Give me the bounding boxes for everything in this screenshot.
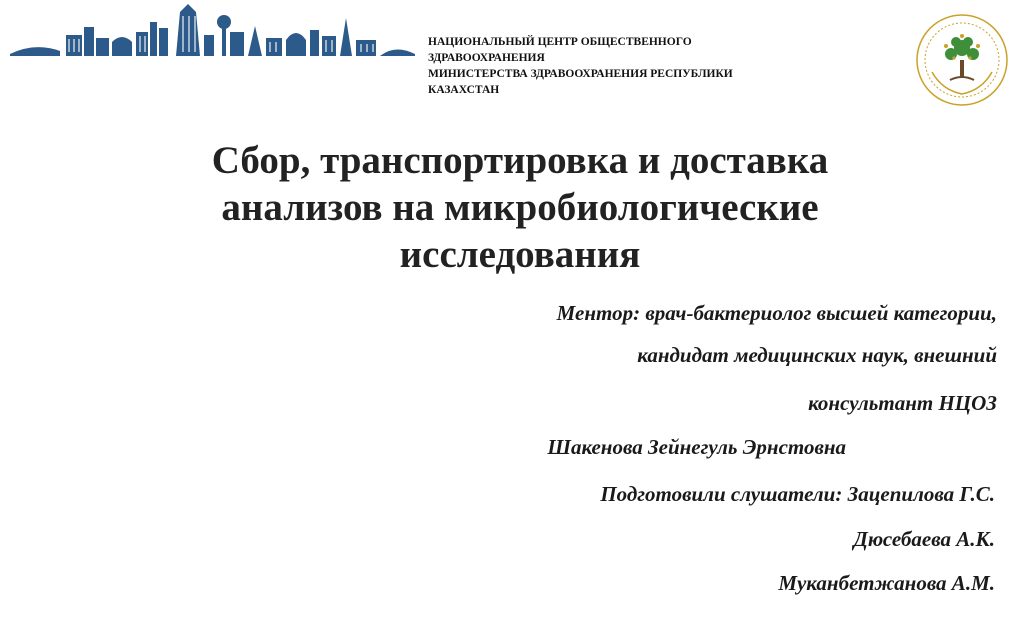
student-name: Дюсебаева А.К. xyxy=(853,527,995,551)
mentor-name: Шакенова Зейнегуль Эрнстовна xyxy=(547,435,846,459)
mentor-line-2: кандидат медицинских наук, внешний xyxy=(637,343,997,367)
prepared-by-line: Подготовили слушатели: Зацепилова Г.С. xyxy=(600,482,995,506)
title-line: исследования xyxy=(399,233,641,276)
student-name: Муканбетжанова А.М. xyxy=(778,571,995,595)
org-line: НАЦИОНАЛЬНЫЙ ЦЕНТР ОБЩЕСТВЕННОГО xyxy=(428,36,692,48)
org-line: МИНИСТЕРСТВА ЗДРАВООХРАНЕНИЯ РЕСПУБЛИКИ xyxy=(428,68,733,80)
mentor-line-3: консультант НЦОЗ xyxy=(808,391,997,415)
organization-name xyxy=(428,34,868,98)
org-line: КАЗАХСТАН xyxy=(428,84,500,96)
org-line: ЗДРАВООХРАНЕНИЯ xyxy=(428,52,545,64)
tree-emblem-icon xyxy=(914,12,1010,108)
city-skyline-icon xyxy=(10,2,415,58)
mentor-line-1: Ментор: врач-бактериолог высшей категории, xyxy=(556,301,997,325)
title-line: Сбор, транспортировка и доставка xyxy=(211,139,829,182)
slide-title xyxy=(120,137,920,278)
title-line: анализов на микробиологические xyxy=(221,186,819,229)
